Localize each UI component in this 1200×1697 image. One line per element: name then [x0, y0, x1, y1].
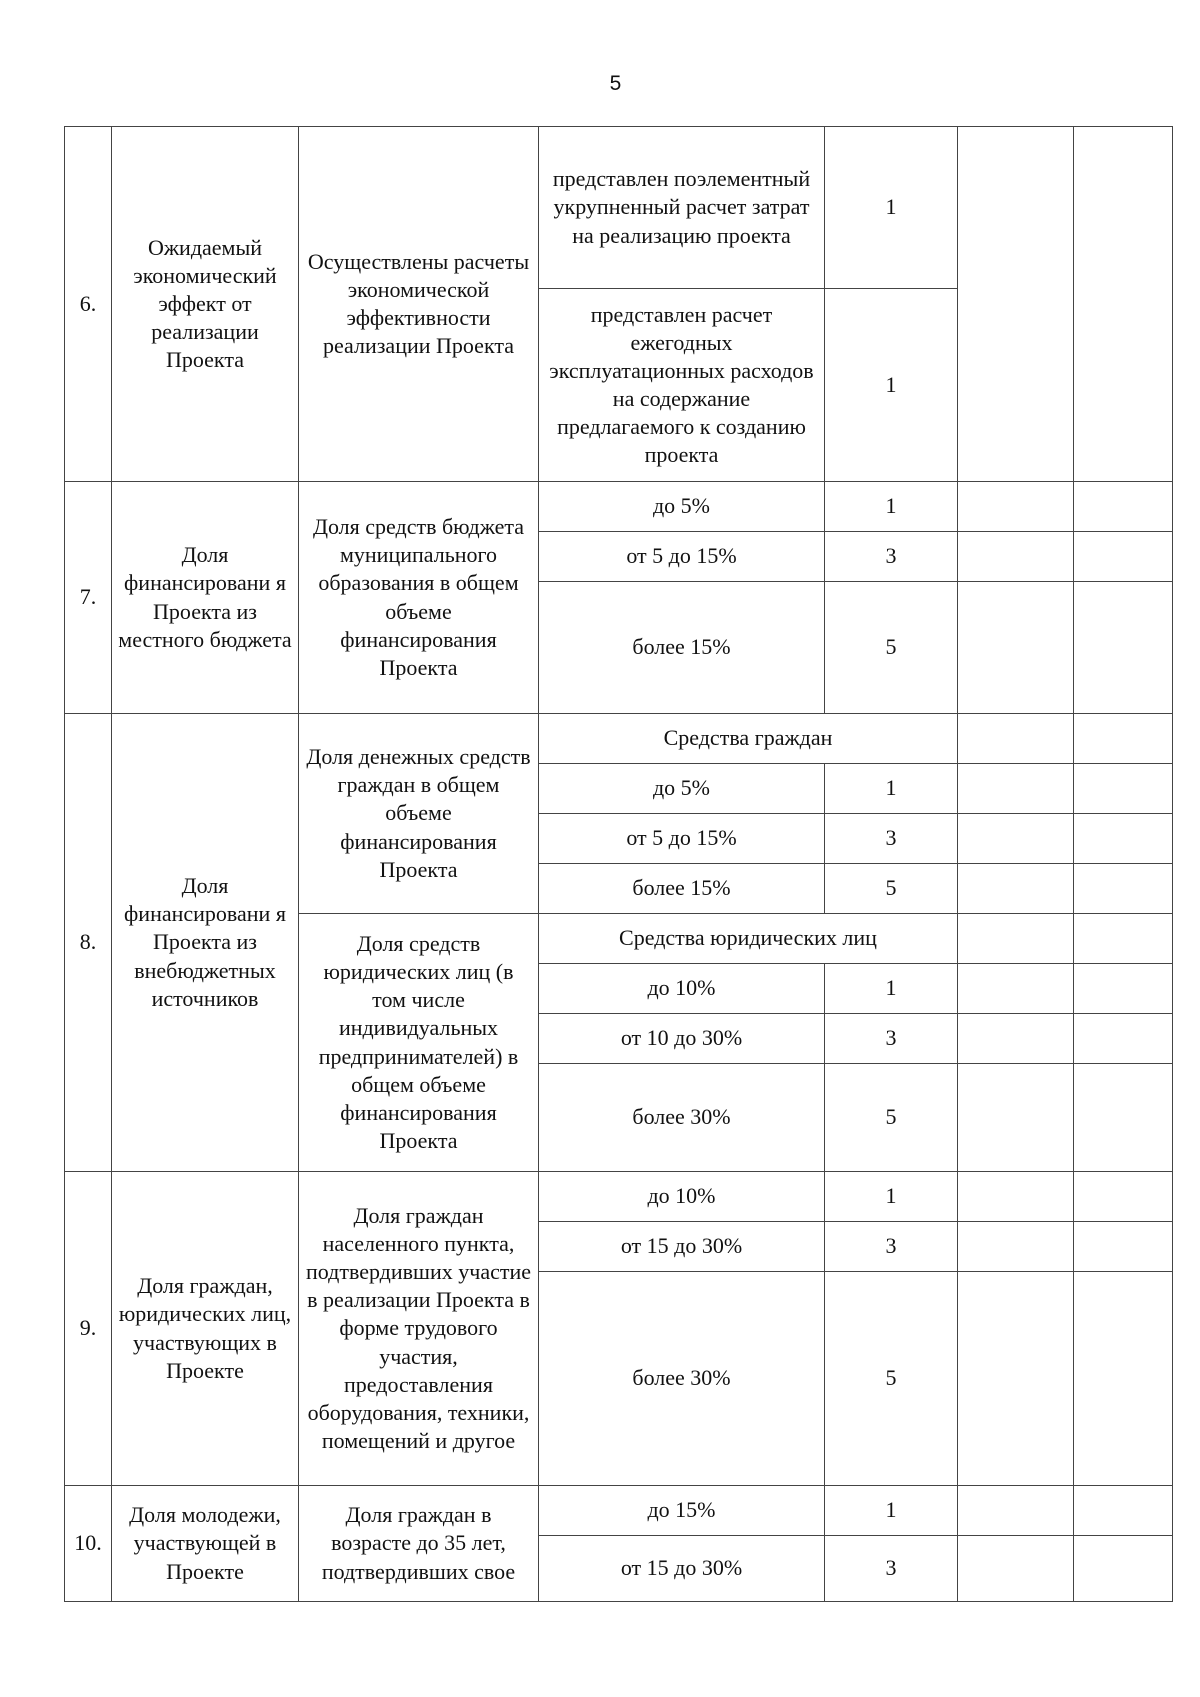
option-cell: представлен расчет ежегодных эксплуатационных расходов на содержание предлагаемого к созданию проекта [539, 289, 825, 482]
row-number: 7. [65, 482, 112, 714]
criterion-cell: Ожидаемый экономический эффект от реализации Проекта [112, 127, 299, 482]
criterion-cell: Доля молодежи, участвующей в Проекте [112, 1486, 299, 1602]
indicator-cell: Доля денежных средств граждан в общем объеме финансирования Проекта [299, 714, 539, 914]
empty-score-cell [958, 964, 1074, 1014]
option-cell: от 5 до 15% [539, 814, 825, 864]
points-cell: 1 [825, 764, 958, 814]
empty-score-cell [1074, 1064, 1173, 1172]
table-row [65, 1486, 1173, 1536]
empty-score-cell [1074, 127, 1173, 482]
points-cell: 5 [825, 1272, 958, 1486]
row-number: 8. [65, 714, 112, 1172]
empty-score-cell [1074, 582, 1173, 714]
points-cell: 1 [825, 1486, 958, 1536]
points-cell: 1 [825, 1172, 958, 1222]
empty-score-cell [1074, 1272, 1173, 1486]
empty-score-cell [1074, 532, 1173, 582]
empty-score-cell [1074, 814, 1173, 864]
empty-score-cell [958, 1014, 1074, 1064]
criteria-table [64, 126, 1173, 1602]
page-number: 5 [609, 72, 622, 95]
points-cell: 3 [825, 814, 958, 864]
option-cell: до 10% [539, 964, 825, 1014]
option-cell: до 5% [539, 764, 825, 814]
points-cell: 3 [825, 532, 958, 582]
empty-score-cell [1074, 1486, 1173, 1536]
row-number: 10. [65, 1486, 112, 1602]
table-row [65, 1172, 1173, 1222]
points-cell: 1 [825, 127, 958, 289]
empty-score-cell [1074, 914, 1173, 964]
table-row [65, 714, 1173, 764]
empty-score-cell [958, 1486, 1074, 1536]
option-cell: до 10% [539, 1172, 825, 1222]
option-cell: до 5% [539, 482, 825, 532]
empty-score-cell [958, 127, 1074, 482]
points-cell: 3 [825, 1222, 958, 1272]
option-cell: представлен поэлементный укрупненный расчет затрат на реализацию проекта [539, 127, 825, 289]
indicator-cell: Доля средств юридических лиц (в том числе индивидуальных предпринимателей) в общем объеме финансирования Проекта [299, 914, 539, 1172]
option-cell: от 5 до 15% [539, 532, 825, 582]
empty-score-cell [1074, 764, 1173, 814]
option-cell: более 30% [539, 1064, 825, 1172]
points-cell: 1 [825, 289, 958, 482]
empty-score-cell [958, 532, 1074, 582]
option-cell: до 15% [539, 1486, 825, 1536]
empty-score-cell [1074, 1172, 1173, 1222]
empty-score-cell [958, 1536, 1074, 1602]
criterion-cell: Доля финансировани я Проекта из местного бюджета [112, 482, 299, 714]
points-cell: 1 [825, 964, 958, 1014]
empty-score-cell [1074, 714, 1173, 764]
option-cell: от 15 до 30% [539, 1222, 825, 1272]
indicator-cell: Доля граждан в возрасте до 35 лет, подтвердивших свое [299, 1486, 539, 1602]
empty-score-cell [958, 482, 1074, 532]
empty-score-cell [958, 764, 1074, 814]
table-row [65, 127, 1173, 289]
empty-score-cell [958, 1272, 1074, 1486]
indicator-cell: Доля граждан населенного пункта, подтвердивших участие в реализации Проекта в форме трудового участия, предоставления оборудования, техники, помещений и другое [299, 1172, 539, 1486]
subsection-header: Средства граждан [539, 714, 958, 764]
empty-score-cell [1074, 1536, 1173, 1602]
indicator-cell: Доля средств бюджета муниципального образования в общем объеме финансирования Проекта [299, 482, 539, 714]
empty-score-cell [958, 914, 1074, 964]
empty-score-cell [958, 1172, 1074, 1222]
row-number: 6. [65, 127, 112, 482]
row-number: 9. [65, 1172, 112, 1486]
option-cell: более 15% [539, 582, 825, 714]
points-cell: 5 [825, 864, 958, 914]
indicator-cell: Осуществлены расчеты экономической эффективности реализации Проекта [299, 127, 539, 482]
table-row [65, 482, 1173, 532]
empty-score-cell [958, 1222, 1074, 1272]
empty-score-cell [1074, 964, 1173, 1014]
criterion-cell: Доля граждан, юридических лиц, участвующих в Проекте [112, 1172, 299, 1486]
empty-score-cell [1074, 1014, 1173, 1064]
points-cell: 5 [825, 582, 958, 714]
empty-score-cell [1074, 864, 1173, 914]
empty-score-cell [958, 582, 1074, 714]
subsection-header: Средства юридических лиц [539, 914, 958, 964]
empty-score-cell [1074, 482, 1173, 532]
criterion-cell: Доля финансировани я Проекта из внебюджетных источников [112, 714, 299, 1172]
empty-score-cell [958, 814, 1074, 864]
option-cell: от 10 до 30% [539, 1014, 825, 1064]
points-cell: 1 [825, 482, 958, 532]
points-cell: 3 [825, 1536, 958, 1602]
option-cell: более 30% [539, 1272, 825, 1486]
points-cell: 5 [825, 1064, 958, 1172]
points-cell: 3 [825, 1014, 958, 1064]
empty-score-cell [958, 1064, 1074, 1172]
option-cell: более 15% [539, 864, 825, 914]
empty-score-cell [958, 714, 1074, 764]
empty-score-cell [1074, 1222, 1173, 1272]
option-cell: от 15 до 30% [539, 1536, 825, 1602]
empty-score-cell [958, 864, 1074, 914]
